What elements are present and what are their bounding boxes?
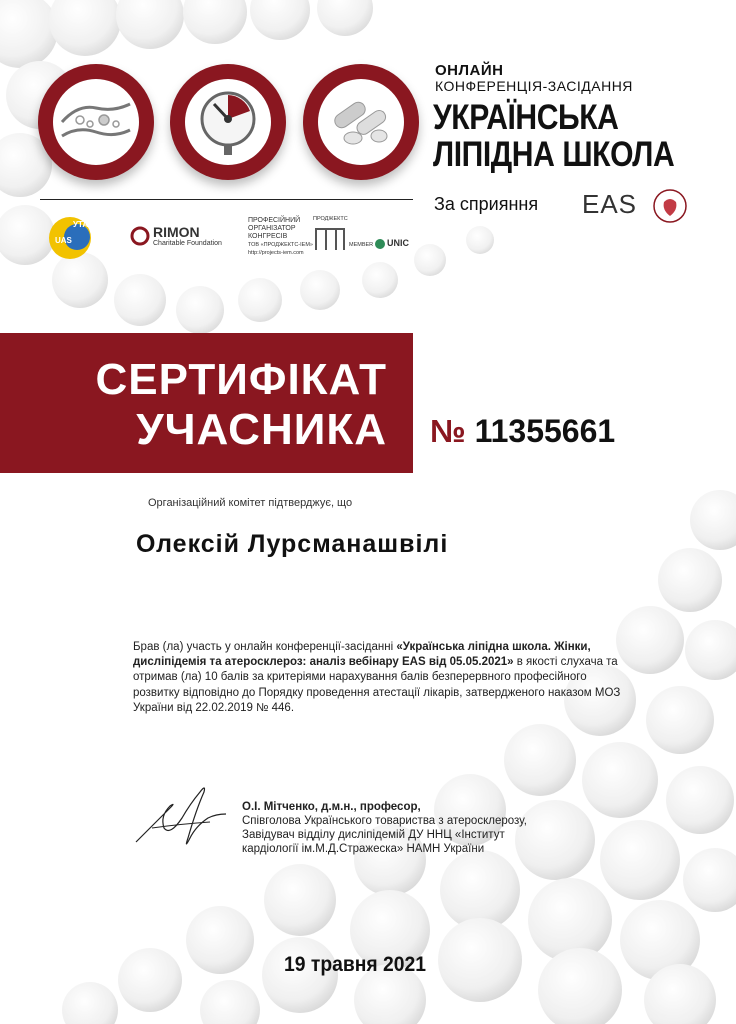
certificate-title-line1: СЕРТИФІКАТ <box>95 355 387 404</box>
artery-circle <box>38 64 154 180</box>
statement-event: «Українська ліпідна школа. Жінки, дисліпідемія та атеросклероз: аналіз вебінару EAS від 05.05.2021» <box>133 641 591 669</box>
participation-statement <box>133 640 633 716</box>
organizer-line1: ПРОФЕСІЙНИЙ <box>248 217 301 224</box>
uas-label: UAS <box>55 236 72 245</box>
signatory-line3: Завідувач відділу дисліпідемій ДУ ННЦ «Інститут <box>242 829 505 841</box>
member-label: MEMBER <box>349 242 374 248</box>
eas-logo <box>652 188 688 224</box>
conference-online-label: ОНЛАЙН <box>435 62 504 79</box>
eas-label: EAS <box>582 189 638 219</box>
certificate-title-line2: УЧАСНИКА <box>136 405 387 454</box>
uta-label: УТА <box>73 220 89 229</box>
unic-label: UNIC <box>387 238 409 248</box>
organizer-line4: ТОВ «ПРОДЖЕКТС-ІЕМ» <box>248 242 313 248</box>
confirmation-text: Організаційний комітет підтверджує, що <box>148 497 353 509</box>
conference-type-label: КОНФЕРЕНЦІЯ-ЗАСІДАННЯ <box>435 78 633 94</box>
number-value: 11355661 <box>474 413 616 449</box>
number-symbol: № <box>430 413 466 449</box>
certificate-date: 19 травня 2021 <box>284 953 427 976</box>
conference-title-line2: ЛІПІДНА ШКОЛА <box>433 135 675 174</box>
pills-icon <box>303 64 419 180</box>
projects-label: ПРОДЖЕКТС <box>313 216 348 222</box>
certificate-banner <box>0 333 413 473</box>
pressure-gauge-icon <box>170 64 286 180</box>
statement-prefix: Брав (ла) участь у онлайн конференції-засіданні <box>133 641 397 653</box>
unic-logo <box>374 238 386 250</box>
support-label: За сприяння <box>434 194 539 214</box>
organizer-line3: КОНГРЕСІВ <box>248 233 288 240</box>
conference-title-line1: УКРАЇНСЬКА <box>433 98 619 137</box>
signatory-line2: Співголова Українського товариства з атеросклерозу, <box>242 815 527 827</box>
participant-name: Олексій Лурсманашвілі <box>136 530 449 558</box>
gauge-circle <box>170 64 286 180</box>
signature <box>130 778 240 858</box>
rimon-name: RIMON <box>153 224 200 240</box>
signatory-name: О.І. Мітченко, д.м.н., професор, <box>242 801 421 813</box>
rimon-subtitle: Charitable Foundation <box>153 240 222 247</box>
organizer-line2: ОРГАНІЗАТОР <box>248 225 296 232</box>
projects-logo <box>313 223 347 253</box>
rimon-logo <box>130 226 150 246</box>
header-divider <box>40 199 413 200</box>
pills-circle <box>303 64 419 180</box>
certificate-number <box>430 413 615 450</box>
statement-suffix: в якості слухача та отримав (ла) 10 балів за критеріями нарахування балів безперервного професійного розвитку відповідно до Порядку проведення атестації лікарів, затвердженого наказом МОЗ України від 22.02.2019 № 446. <box>133 656 621 714</box>
organizer-url: http://projects-iem.com <box>248 250 304 256</box>
artery-icon <box>38 64 154 180</box>
signatory-line4: кардіології ім.М.Д.Стражеска» НАМН України <box>242 843 485 855</box>
